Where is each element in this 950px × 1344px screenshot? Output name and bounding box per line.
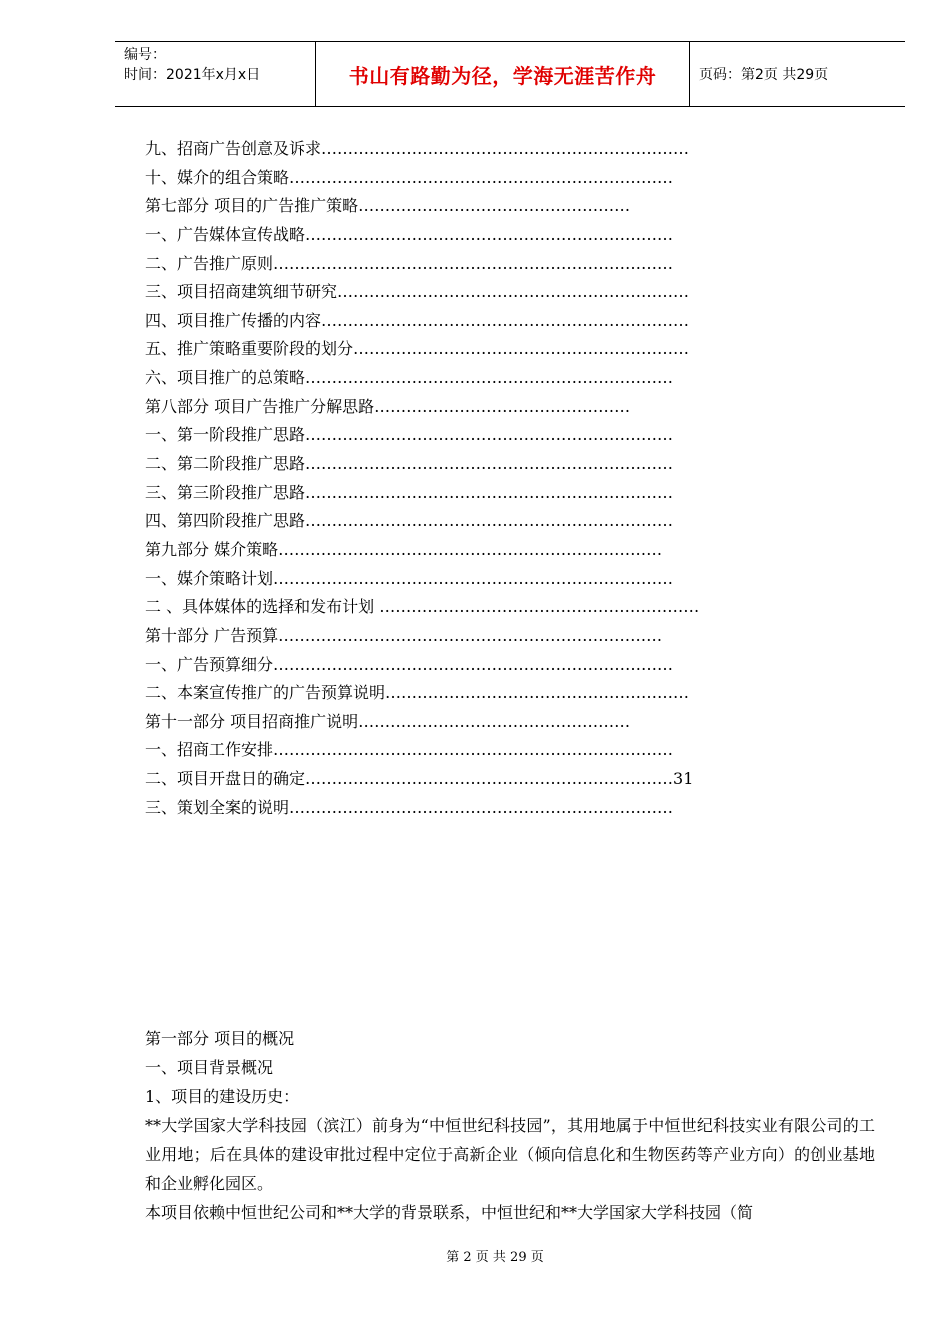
toc-entry-leader: …………………………………………………… [379,597,700,617]
toc-entry-leader: ……………………………………………………………… [289,797,674,817]
toc-entry-leader: ………………………………………………………………… [273,654,674,674]
body-paragraph-2: 本项目依赖中恒世纪公司和**大学的背景联系，中恒世纪和**大学国家大学科技园（简 [145,1203,754,1222]
toc-entry-leader: …………………………………………………………… [321,139,690,158]
page-footer [0,1246,950,1265]
toc-entry-leader: …………………………………………………………… [305,224,674,244]
section-title: 第一部分 项目的概况 [145,1029,295,1048]
toc-entry [145,565,825,594]
header-number-label: 编号： [124,47,166,63]
header-motto-cell [316,42,690,106]
toc-entry-title: 第九部分 媒介策略 [145,539,279,559]
toc-entry [145,221,825,250]
toc-entry [145,450,825,479]
toc-entry [145,536,825,565]
toc-entry-leader: ………………………………………………………… [337,282,690,302]
toc-entry [145,507,825,536]
toc-entry [145,736,825,765]
toc-entry-title: 二、广告推广原则 [145,253,274,273]
item-title: 1、项目的建设历史： [145,1087,300,1106]
toc-entry-leader: ……………………………………………………………… [278,539,663,559]
toc-entry [145,679,825,708]
toc-entry-title: 十、媒介的组合策略 [145,167,290,187]
toc-entry-title: 三、项目招商建筑细节研究 [145,282,338,302]
toc-entry [145,708,825,737]
toc-entry-title: 九、招商广告创意及诉求 [145,139,322,158]
toc-entry [145,651,825,680]
table-of-contents [145,135,825,822]
toc-entry [145,794,825,823]
toc-entry-page: 31 [673,769,694,789]
toc-entry-title: 第十部分 广告预算 [145,625,279,645]
toc-entry-leader: …………………………………………………………… [305,368,674,388]
toc-entry-leader: ………………………………………………………………… [273,740,674,760]
toc-entry-leader: …………………………………………… [358,711,631,731]
header-page-label: 页码：第2页 共29页 [699,67,829,83]
toc-entry-leader: ………………………………………………………………… [273,253,674,273]
footer-page-number: 第 2 页 共 29 页 [446,1250,544,1265]
toc-entry-leader: …………………………………………………………… [305,425,674,445]
toc-entry-leader: …………………………………………………………… [305,482,674,502]
toc-entry-leader: …………………………………………………………… [305,454,674,474]
toc-entry-leader: …………………………………………………………… [321,310,690,330]
subsection-title: 一、项目背景概况 [145,1058,274,1077]
toc-entry-title: 第八部分 项目广告推广分解思路 [145,396,375,416]
toc-entry [145,164,825,193]
toc-entry-title: 一、招商工作安排 [145,740,274,760]
toc-entry [145,421,825,450]
toc-entry-title: 一、第一阶段推广思路 [145,425,306,445]
toc-entry-title: 二、本案宣传推广的广告预算说明 [145,683,386,703]
header-page-cell [690,42,905,106]
toc-entry-leader: ……………………………………………………………… [278,625,663,645]
body-paragraph-1: **大学国家大学科技园（滨江）前身为“中恒世纪科技园”，其用地属于中恒世纪科技实业有限公司的工业用地；后在具体的建设审批过程中定位于高新企业（倾向信息化和生物医药等产业方向）的创业基地和企业孵化园区。 [145,1116,875,1193]
header-meta [115,42,316,106]
toc-entry-leader: ………………………………………………… [385,683,690,703]
toc-entry-title: 四、项目推广传播的内容 [145,310,322,330]
toc-entry-title: 一、广告预算细分 [145,654,274,674]
toc-entry-leader: ………………………………………… [374,396,631,416]
toc-entry [145,364,825,393]
toc-entry-leader: …………………………………………… [358,196,631,216]
toc-entry-title: 四、第四阶段推广思路 [145,511,306,531]
toc-entry-title: 一、广告媒体宣传战略 [145,224,306,244]
toc-entry-leader: ……………………………………………………… [353,339,690,359]
header-motto: 书山有路勤为径，学海无涯苦作舟 [348,63,657,88]
toc-entry-title: 六、项目推广的总策略 [145,368,306,388]
toc-entry-title: 一、媒介策略计划 [145,568,274,588]
toc-entry [145,479,825,508]
toc-entry-title: 三、第三阶段推广思路 [145,482,306,502]
toc-entry [145,250,825,279]
toc-entry [145,335,825,364]
toc-entry [145,135,825,164]
page-header [115,41,905,107]
toc-entry-title: 第十一部分 项目招商推广说明 [145,711,359,731]
toc-entry [145,192,825,221]
toc-entry-title: 第七部分 项目的广告推广策略 [145,196,359,216]
document-body [145,1024,875,1227]
toc-entry [145,622,825,651]
toc-entry [145,393,825,422]
toc-entry-title: 二 、具体媒体的选择和发布计划 [145,597,380,617]
toc-entry [145,593,825,622]
header-time-label: 时间：2021年x月x日 [124,67,261,83]
toc-entry-leader: ……………………………………………………………… [289,167,674,187]
toc-entry-title: 三、策划全案的说明 [145,797,290,817]
toc-entry [145,307,825,336]
toc-entry-title: 二、项目开盘日的确定 [145,769,306,789]
toc-entry-leader: …………………………………………………………… [305,769,674,789]
toc-entry-title: 二、第二阶段推广思路 [145,454,306,474]
toc-entry [145,278,825,307]
toc-entry-leader: ………………………………………………………………… [273,568,674,588]
toc-entry [145,765,825,794]
toc-entry-title: 五、推广策略重要阶段的划分 [145,339,354,359]
toc-entry-leader: …………………………………………………………… [305,511,674,531]
